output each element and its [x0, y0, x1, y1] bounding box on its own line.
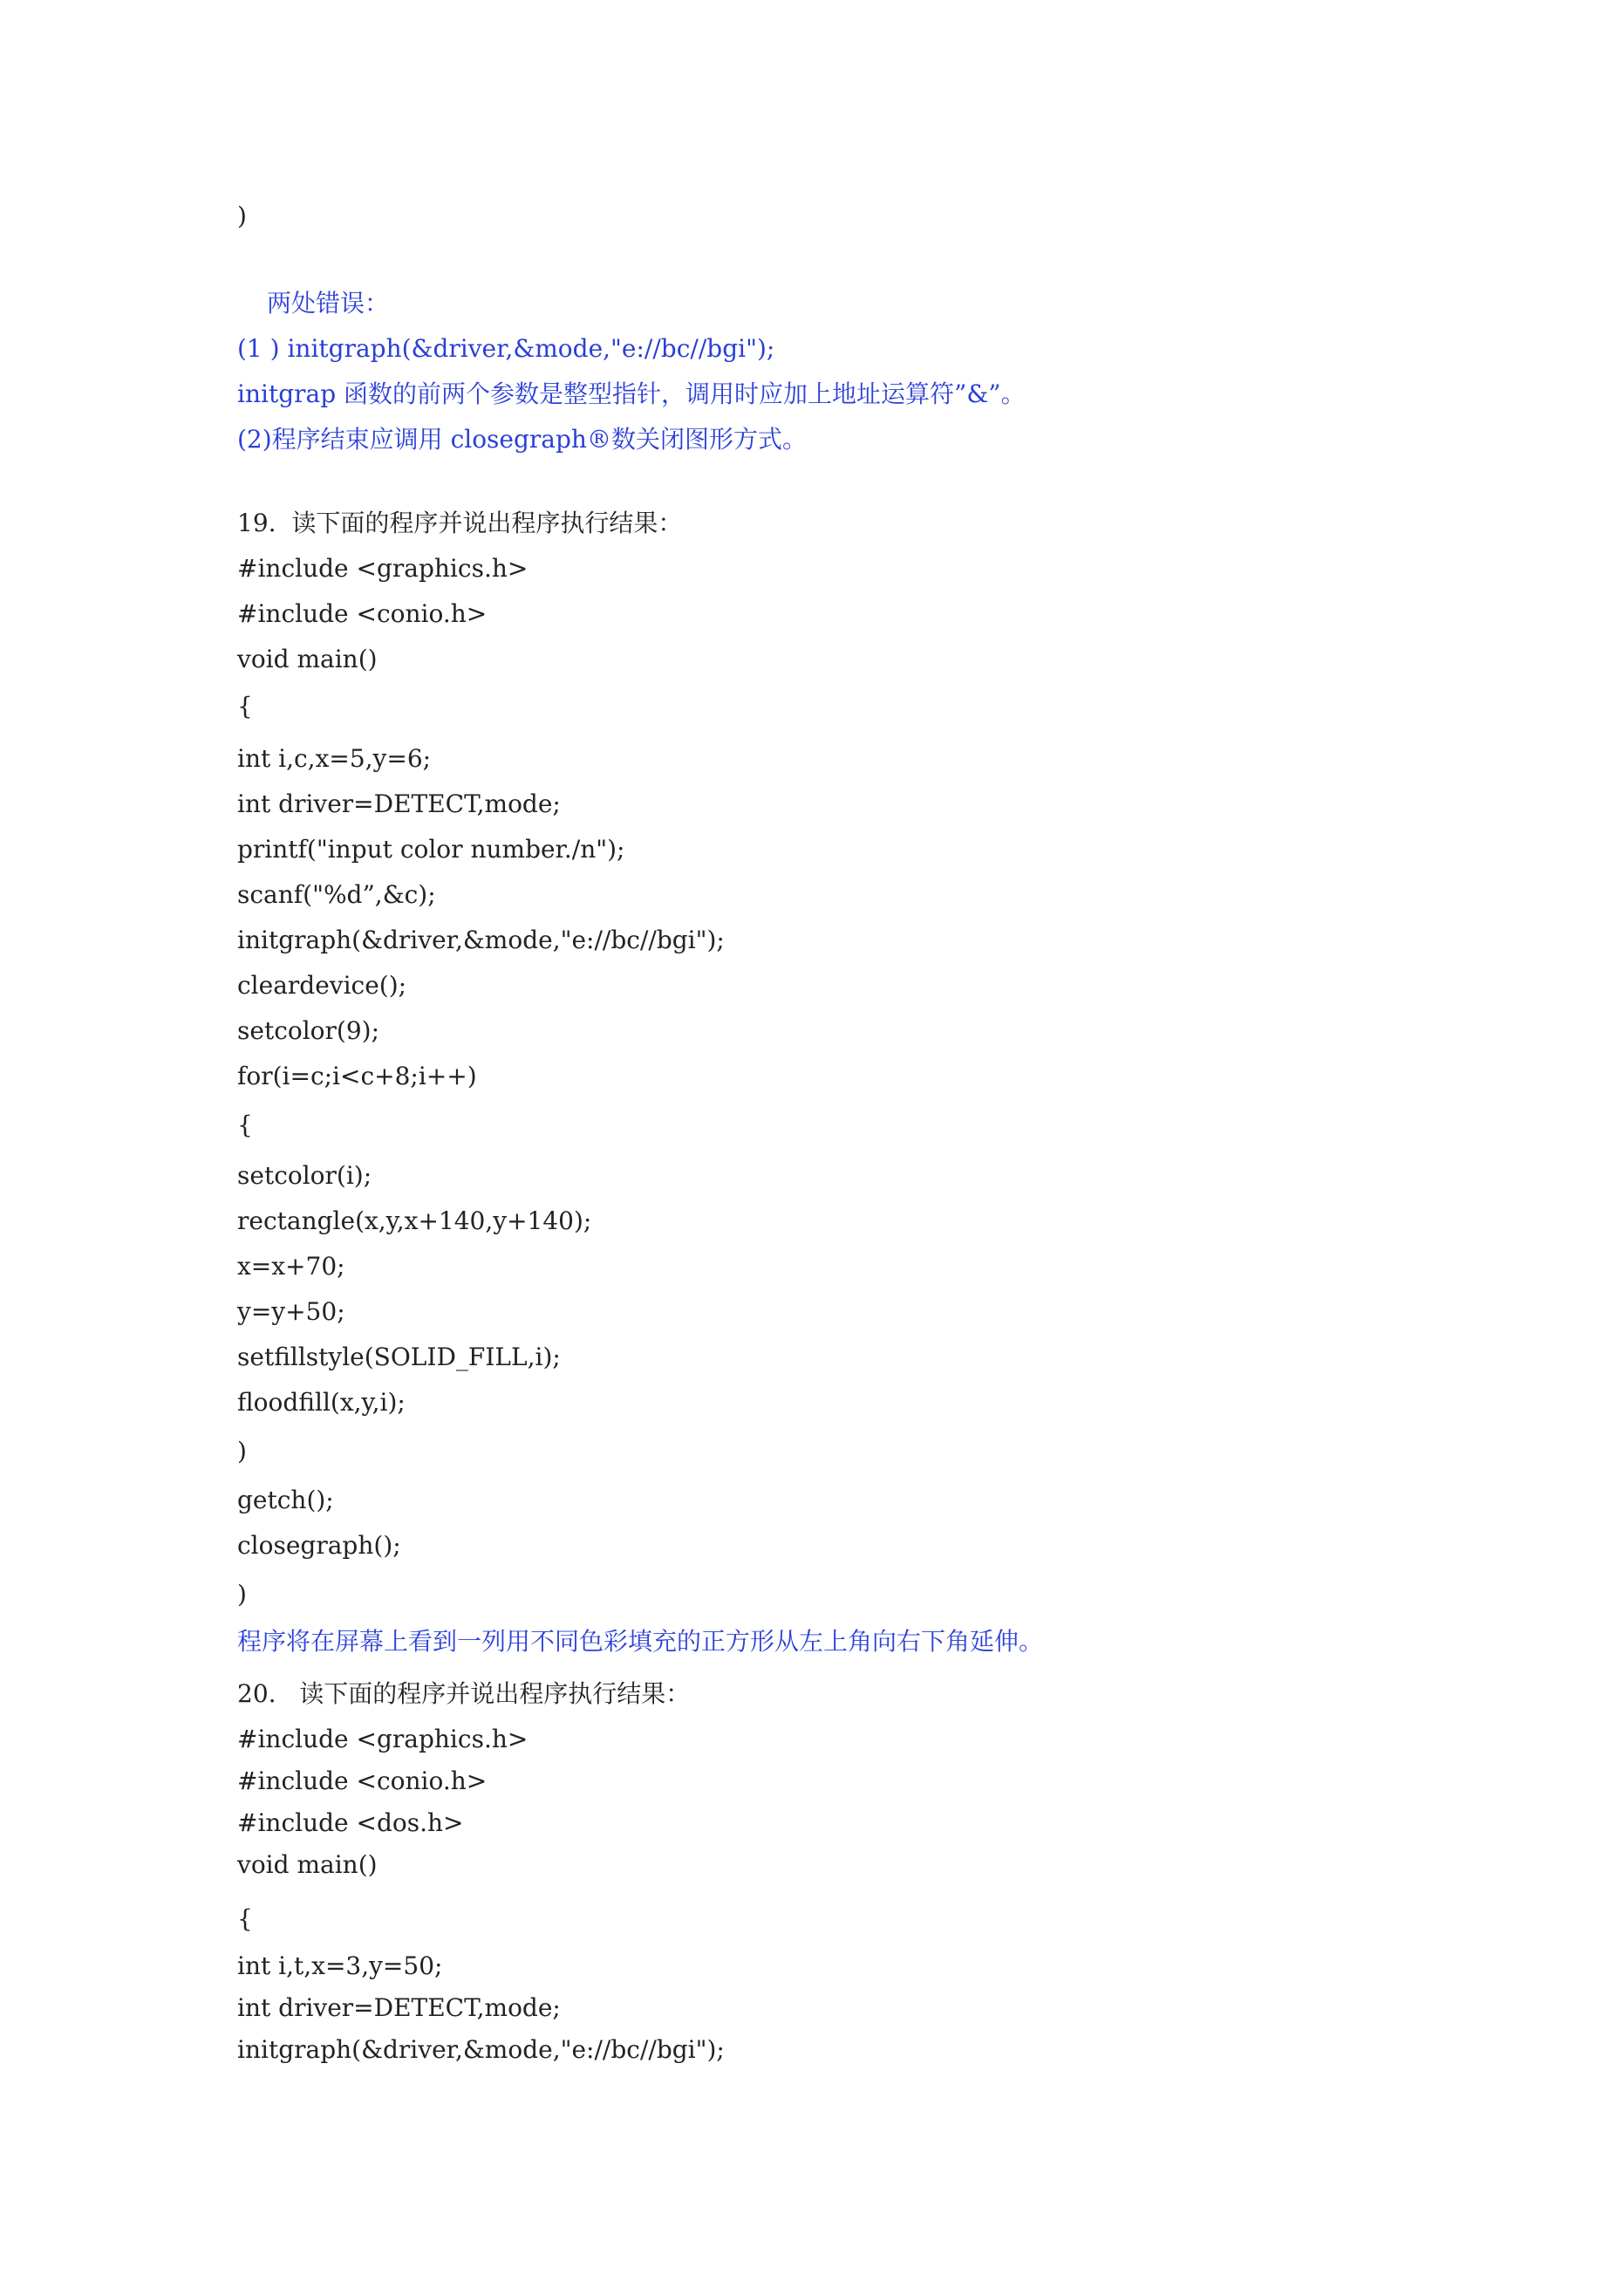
code-line: initgraph(&driver,&mode,"e://bc//bgi");: [237, 926, 725, 954]
code-line: #include <dos.h>: [237, 1808, 464, 1837]
code-line: closegraph();: [237, 1531, 401, 1560]
code-line: {: [237, 1904, 253, 1933]
code-line: int i,c,x=5,y=6;: [237, 744, 432, 773]
question-19-title: 19. 读下面的程序并说出程序执行结果：: [237, 509, 683, 537]
code-line: scanf("%d”,&c);: [237, 880, 436, 909]
code-line: floodfill(x,y,i);: [237, 1388, 406, 1417]
code-line: int i,t,x=3,y=50;: [237, 1951, 443, 1980]
answer-line-3: (2)程序结束应调用 closegraph®数关闭图形方式。: [237, 425, 807, 454]
code-line: int driver=DETECT,mode;: [237, 789, 561, 818]
code-line: ): [237, 1580, 247, 1609]
code-line: setcolor(9);: [237, 1016, 380, 1045]
code-line: ): [237, 1437, 247, 1466]
code-line: setcolor(i);: [237, 1161, 372, 1190]
code-line: initgraph(&driver,&mode,"e://bc//bgi");: [237, 2035, 725, 2064]
code-line: y=y+50;: [237, 1297, 345, 1326]
code-line: #include <graphics.h>: [237, 1725, 528, 1753]
code-line: {: [237, 692, 253, 721]
question-20-title: 20. 读下面的程序并说出程序执行结果：: [237, 1679, 691, 1708]
code-line: cleardevice();: [237, 971, 407, 1000]
code-line: void main(): [237, 1850, 378, 1879]
answer-line-1: (1 ) initgraph(&driver,&mode,"e://bc//bgi");: [237, 334, 775, 363]
code-line: getch();: [237, 1486, 334, 1514]
code-line: printf("input color number./n");: [237, 835, 625, 864]
code-line: x=x+70;: [237, 1252, 345, 1281]
code-line: void main(): [237, 645, 378, 673]
code-line: {: [237, 1110, 253, 1139]
code-line: rectangle(x,y,x+140,y+140);: [237, 1206, 592, 1235]
answer-title: 两处错误：: [267, 289, 390, 318]
question-19-answer: 程序将在屏幕上看到一列用不同色彩填充的正方形从左上角向右下角延伸。: [237, 1627, 1044, 1656]
answer-line-2: initgrap 函数的前两个参数是整型指针，调用时应加上地址运算符”&”。: [237, 379, 1026, 408]
code-line: int driver=DETECT,mode;: [237, 1993, 561, 2022]
code-line: #include <graphics.h>: [237, 554, 528, 583]
code-line: setfillstyle(SOLID_FILL,i);: [237, 1343, 561, 1371]
code-line: #include <conio.h>: [237, 599, 488, 628]
close-paren: ): [237, 202, 247, 230]
code-line: #include <conio.h>: [237, 1766, 488, 1795]
code-line: for(i=c;i<c+8;i++): [237, 1062, 477, 1090]
